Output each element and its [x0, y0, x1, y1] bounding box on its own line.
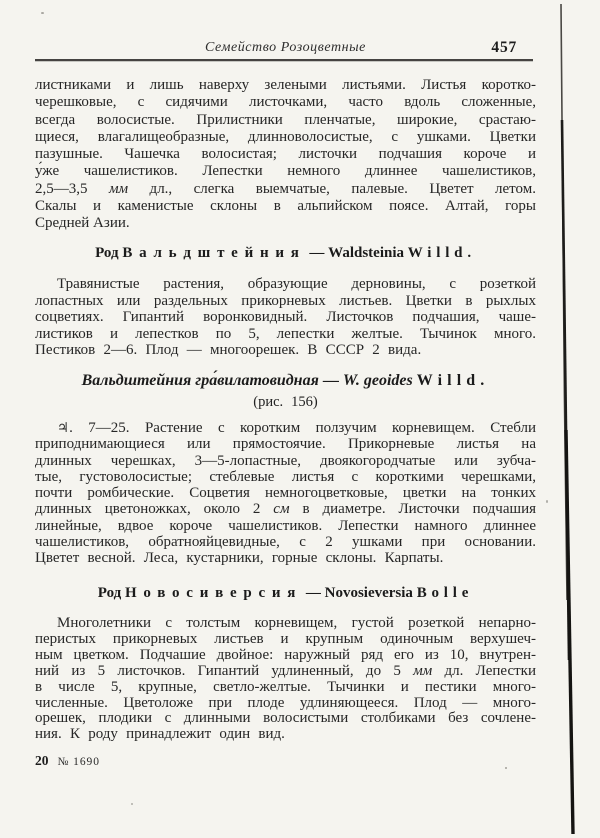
- paragraph-continuation: [35, 77, 536, 233]
- genus-heading-novosieversia: [35, 585, 536, 602]
- text-line: [35, 420, 536, 436]
- text-line: [35, 77, 536, 94]
- running-title: Семейство Розоцветные: [205, 40, 366, 55]
- print-footer: [35, 753, 100, 770]
- text-line: [35, 485, 536, 501]
- text-line: [35, 326, 536, 343]
- text-segment: орешек, плодики с длинными волосистыми столбиками без сочлене-: [35, 710, 536, 727]
- text-segment: W. geoides: [342, 372, 413, 389]
- text-line: [35, 181, 536, 198]
- print-order-number: № 1690: [57, 756, 100, 768]
- text-segment: перистых прикорневых листьев и крупным одиночным верхушеч-: [35, 630, 536, 647]
- text-segment: почти ромбические. Соцветия немногоцветковые, цветки на тонких: [35, 485, 536, 502]
- text-segment: Средней Азии.: [35, 215, 130, 232]
- text-line: [35, 146, 536, 163]
- text-line: [35, 616, 536, 632]
- species-description: [35, 420, 536, 567]
- text-segment: мм: [413, 662, 433, 679]
- text-line: [35, 112, 536, 129]
- text-segment: Род: [95, 245, 123, 261]
- text-line: [35, 664, 536, 680]
- text-line: [35, 276, 536, 293]
- scan-speck: [546, 500, 548, 503]
- text-line: [35, 648, 536, 664]
- text-line: [35, 94, 536, 111]
- text-segment: Многолетники с толстым корневищем, густой розеткой непарно-: [57, 615, 536, 631]
- text-line: [35, 163, 536, 180]
- text-line: [35, 309, 536, 326]
- text-line: [35, 198, 536, 215]
- text-segment: Род: [97, 585, 125, 601]
- genus-description-novosieversia: [35, 616, 536, 743]
- text-segment: Willd.: [407, 245, 476, 261]
- text-line: [35, 453, 536, 469]
- text-line: [35, 534, 536, 550]
- text-segment: мм: [108, 180, 129, 197]
- figure-reference: (рис. 156): [253, 394, 318, 410]
- scan-speck: [131, 803, 133, 805]
- text-segment: ний из 5 листочков. Гипантий удлиненный, до 5: [35, 662, 414, 679]
- text-line: [35, 632, 536, 648]
- text-segment: щиеся, влагалищеобразные, длинноволосистые, с ушками. Цветки: [35, 128, 536, 145]
- text-line: [35, 293, 536, 310]
- text-line: [35, 129, 536, 146]
- text-segment: ным цветком. Подчашие двойное: наружный ряд его из 10, внутрен-: [35, 646, 536, 663]
- genus-heading-waldsteinia: [35, 245, 536, 262]
- text-segment: Травянистые растения, образующие дерновины, с розеткой: [57, 276, 536, 292]
- text-segment: —: [318, 372, 343, 389]
- text-line: [35, 680, 536, 696]
- text-segment: Новосиверсия: [125, 585, 303, 601]
- text-segment: в диаметре. Листочки подчашия: [289, 501, 536, 518]
- text-segment: дл., слегка выемчатые, палевые. Цветет летом.: [128, 180, 536, 197]
- text-segment: Вальдштейния гра́вилатовидная: [81, 372, 319, 389]
- text-segment: Willd.: [416, 372, 490, 389]
- text-segment: 2,5—3,5: [35, 180, 109, 197]
- scan-speck: [505, 767, 507, 769]
- text-segment: длинных цветоножках, около 2: [35, 501, 274, 518]
- text-line: [35, 469, 536, 485]
- text-segment: черешковые, с сидячими листочками, часто вдоль сложенные,: [35, 94, 536, 111]
- text-segment: Цветет весной. Леса, кустарники, горные склоны. Карпаты.: [35, 550, 444, 567]
- text-segment: всегда волосистые. Прилистники пленчатые, широкие, срастаю-: [35, 111, 536, 128]
- text-line: [35, 727, 536, 743]
- text-segment: листниками и лишь наверху зелеными листьями. Листья коротко-: [35, 77, 536, 93]
- text-segment: у́же чашелистиков. Лепестки немного длиннее чашелистиков,: [35, 163, 536, 180]
- text-segment: чашелистиков, обратнояйцевидные, с 2 ушками при основании.: [35, 534, 536, 551]
- genus-description-waldsteinia: [35, 276, 536, 359]
- perennial-sign: ♃: [57, 420, 70, 436]
- text-segment: численные. Цветоложе при плоде удлиняющееся. Плод — много-: [35, 694, 536, 711]
- text-segment: в числе 5, крупные, светло-желтые. Тычинки и пестики много-: [35, 678, 536, 695]
- text-line: [35, 550, 536, 566]
- text-segment: Bolle: [416, 585, 474, 601]
- text-line: [35, 436, 536, 452]
- text-segment: Скалы и каменистые склоны в альпийском поясе. Алтай, горы: [35, 198, 536, 215]
- text-line: [35, 711, 536, 727]
- text-segment: Пестиков 2—6. Плод — многоорешек. В СССР 2 вида.: [35, 342, 422, 358]
- text-segment: листиков и лепестков по 5, лепестки желтые. Тычинок много.: [35, 325, 536, 342]
- text-line: [35, 342, 536, 359]
- species-heading: [35, 372, 536, 389]
- text-segment: . 7—25. Растение с коротким ползучим корневищем. Стебли: [69, 420, 536, 436]
- text-segment: тые, густоволосистые; стеблевые листья с короткими черешками,: [35, 468, 536, 485]
- header-rule: [35, 59, 533, 61]
- text-segment: дл. Лепестки: [432, 662, 536, 679]
- text-segment: — Novosieversia: [302, 585, 417, 601]
- text-segment: — Waldsteinia: [305, 245, 408, 261]
- text-segment: см: [273, 501, 290, 518]
- text-segment: лопастных или раздельных прикорневых листьев. Цветки в рыхлых: [35, 292, 536, 309]
- text-line: [35, 501, 536, 517]
- text-segment: Вальдштейния: [122, 245, 306, 261]
- text-segment: приподнимающиеся или прямостоячие. Прикорневые листья на: [35, 436, 536, 453]
- text-line: [35, 696, 536, 712]
- text-segment: длинных черешках, 3—5-лопастные, двоякогородчатые или зубча-: [35, 452, 536, 469]
- print-signature: 20: [35, 753, 49, 768]
- text-segment: соцветиях. Гипантий воронковидный. Листочков подчашия, чаше-: [35, 309, 536, 325]
- page-number: 457: [491, 39, 517, 56]
- text-segment: ния. К роду принадлежит один вид.: [35, 726, 285, 743]
- text-segment: пазушные. Чашечка волосистая; листочки подчашия короче и: [35, 146, 536, 163]
- text-segment: линейные, вдвое короче чашелистиков. Лепестки намного длиннее: [35, 517, 536, 534]
- text-line: [35, 518, 536, 534]
- text-line: [35, 215, 536, 232]
- scan-speck: [41, 12, 44, 14]
